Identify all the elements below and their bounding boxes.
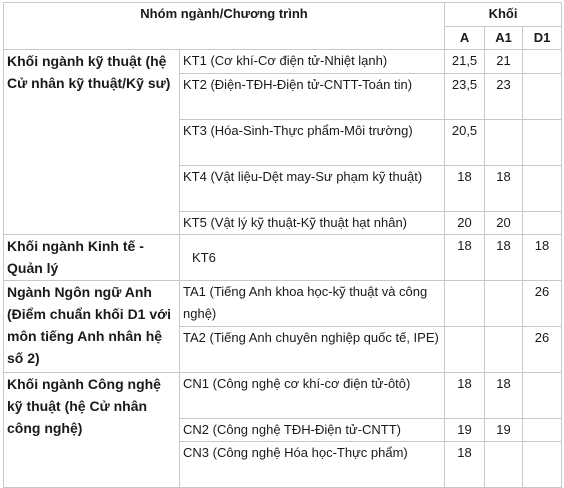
header-col-a: A <box>445 27 485 50</box>
score-a: 23,5 <box>445 74 485 120</box>
score-a: 21,5 <box>445 50 485 74</box>
score-a: 20 <box>445 212 485 235</box>
score-d1 <box>523 166 562 212</box>
program-label: CN3 (Công nghệ Hóa học-Thực phẩm) <box>180 442 445 488</box>
program-label: CN2 (Công nghệ TĐH-Điện tử-CNTT) <box>180 419 445 442</box>
group-label: Khối ngành kỹ thuật (hệ Cử nhân kỹ thuật/Kỹ sư) <box>4 50 180 235</box>
table-row <box>4 281 562 327</box>
score-d1 <box>523 74 562 120</box>
program-label: TA1 (Tiếng Anh khoa học-kỹ thuật và công nghệ) <box>180 281 445 327</box>
score-a1: 21 <box>485 50 523 74</box>
score-d1 <box>523 419 562 442</box>
header-col-d1: D1 <box>523 27 562 50</box>
score-a1 <box>485 442 523 488</box>
score-d1 <box>523 120 562 166</box>
header-group-program: Nhóm ngành/Chương trình <box>4 3 445 50</box>
program-label: TA2 (Tiếng Anh chuyên nghiệp quốc tế, IPE) <box>180 327 445 373</box>
header-col-a1: A1 <box>485 27 523 50</box>
program-label: KT6 <box>180 235 445 281</box>
score-a1: 20 <box>485 212 523 235</box>
admission-score-table <box>3 2 562 488</box>
score-d1 <box>523 50 562 74</box>
program-label: KT3 (Hóa-Sinh-Thực phẩm-Môi trường) <box>180 120 445 166</box>
score-a: 18 <box>445 373 485 419</box>
table-row <box>4 50 562 74</box>
score-a: 18 <box>445 442 485 488</box>
program-label: KT5 (Vật lý kỹ thuật-Kỹ thuật hạt nhân) <box>180 212 445 235</box>
score-a: 20,5 <box>445 120 485 166</box>
group-label: Khối ngành Kinh tế - Quản lý <box>4 235 180 281</box>
program-label: CN1 (Công nghệ cơ khí-cơ điện tử-ôtô) <box>180 373 445 419</box>
score-a1: 18 <box>485 373 523 419</box>
score-a1: 23 <box>485 74 523 120</box>
score-d1 <box>523 373 562 419</box>
score-a1: 18 <box>485 166 523 212</box>
score-d1: 26 <box>523 281 562 327</box>
score-d1 <box>523 212 562 235</box>
score-a1: 18 <box>485 235 523 281</box>
table-row <box>4 235 562 281</box>
score-d1: 26 <box>523 327 562 373</box>
score-a: 18 <box>445 166 485 212</box>
score-a1: 19 <box>485 419 523 442</box>
score-d1 <box>523 442 562 488</box>
score-a1 <box>485 120 523 166</box>
table-row <box>4 373 562 419</box>
score-a1 <box>485 281 523 327</box>
group-label: Khối ngành Công nghệ kỹ thuật (hệ Cử nhân công nghệ) <box>4 373 180 488</box>
group-label: Ngành Ngôn ngữ Anh (Điểm chuẩn khối D1 với môn tiếng Anh nhân hệ số 2) <box>4 281 180 373</box>
header-khoi: Khối <box>445 3 562 27</box>
program-label: KT4 (Vật liệu-Dệt may-Sư phạm kỹ thuật) <box>180 166 445 212</box>
score-a1 <box>485 327 523 373</box>
score-a <box>445 327 485 373</box>
program-label: KT1 (Cơ khí-Cơ điện tử-Nhiệt lạnh) <box>180 50 445 74</box>
score-d1: 18 <box>523 235 562 281</box>
score-a: 19 <box>445 419 485 442</box>
program-label: KT2 (Điện-TĐH-Điện tử-CNTT-Toán tin) <box>180 74 445 120</box>
score-a: 18 <box>445 235 485 281</box>
score-a <box>445 281 485 327</box>
